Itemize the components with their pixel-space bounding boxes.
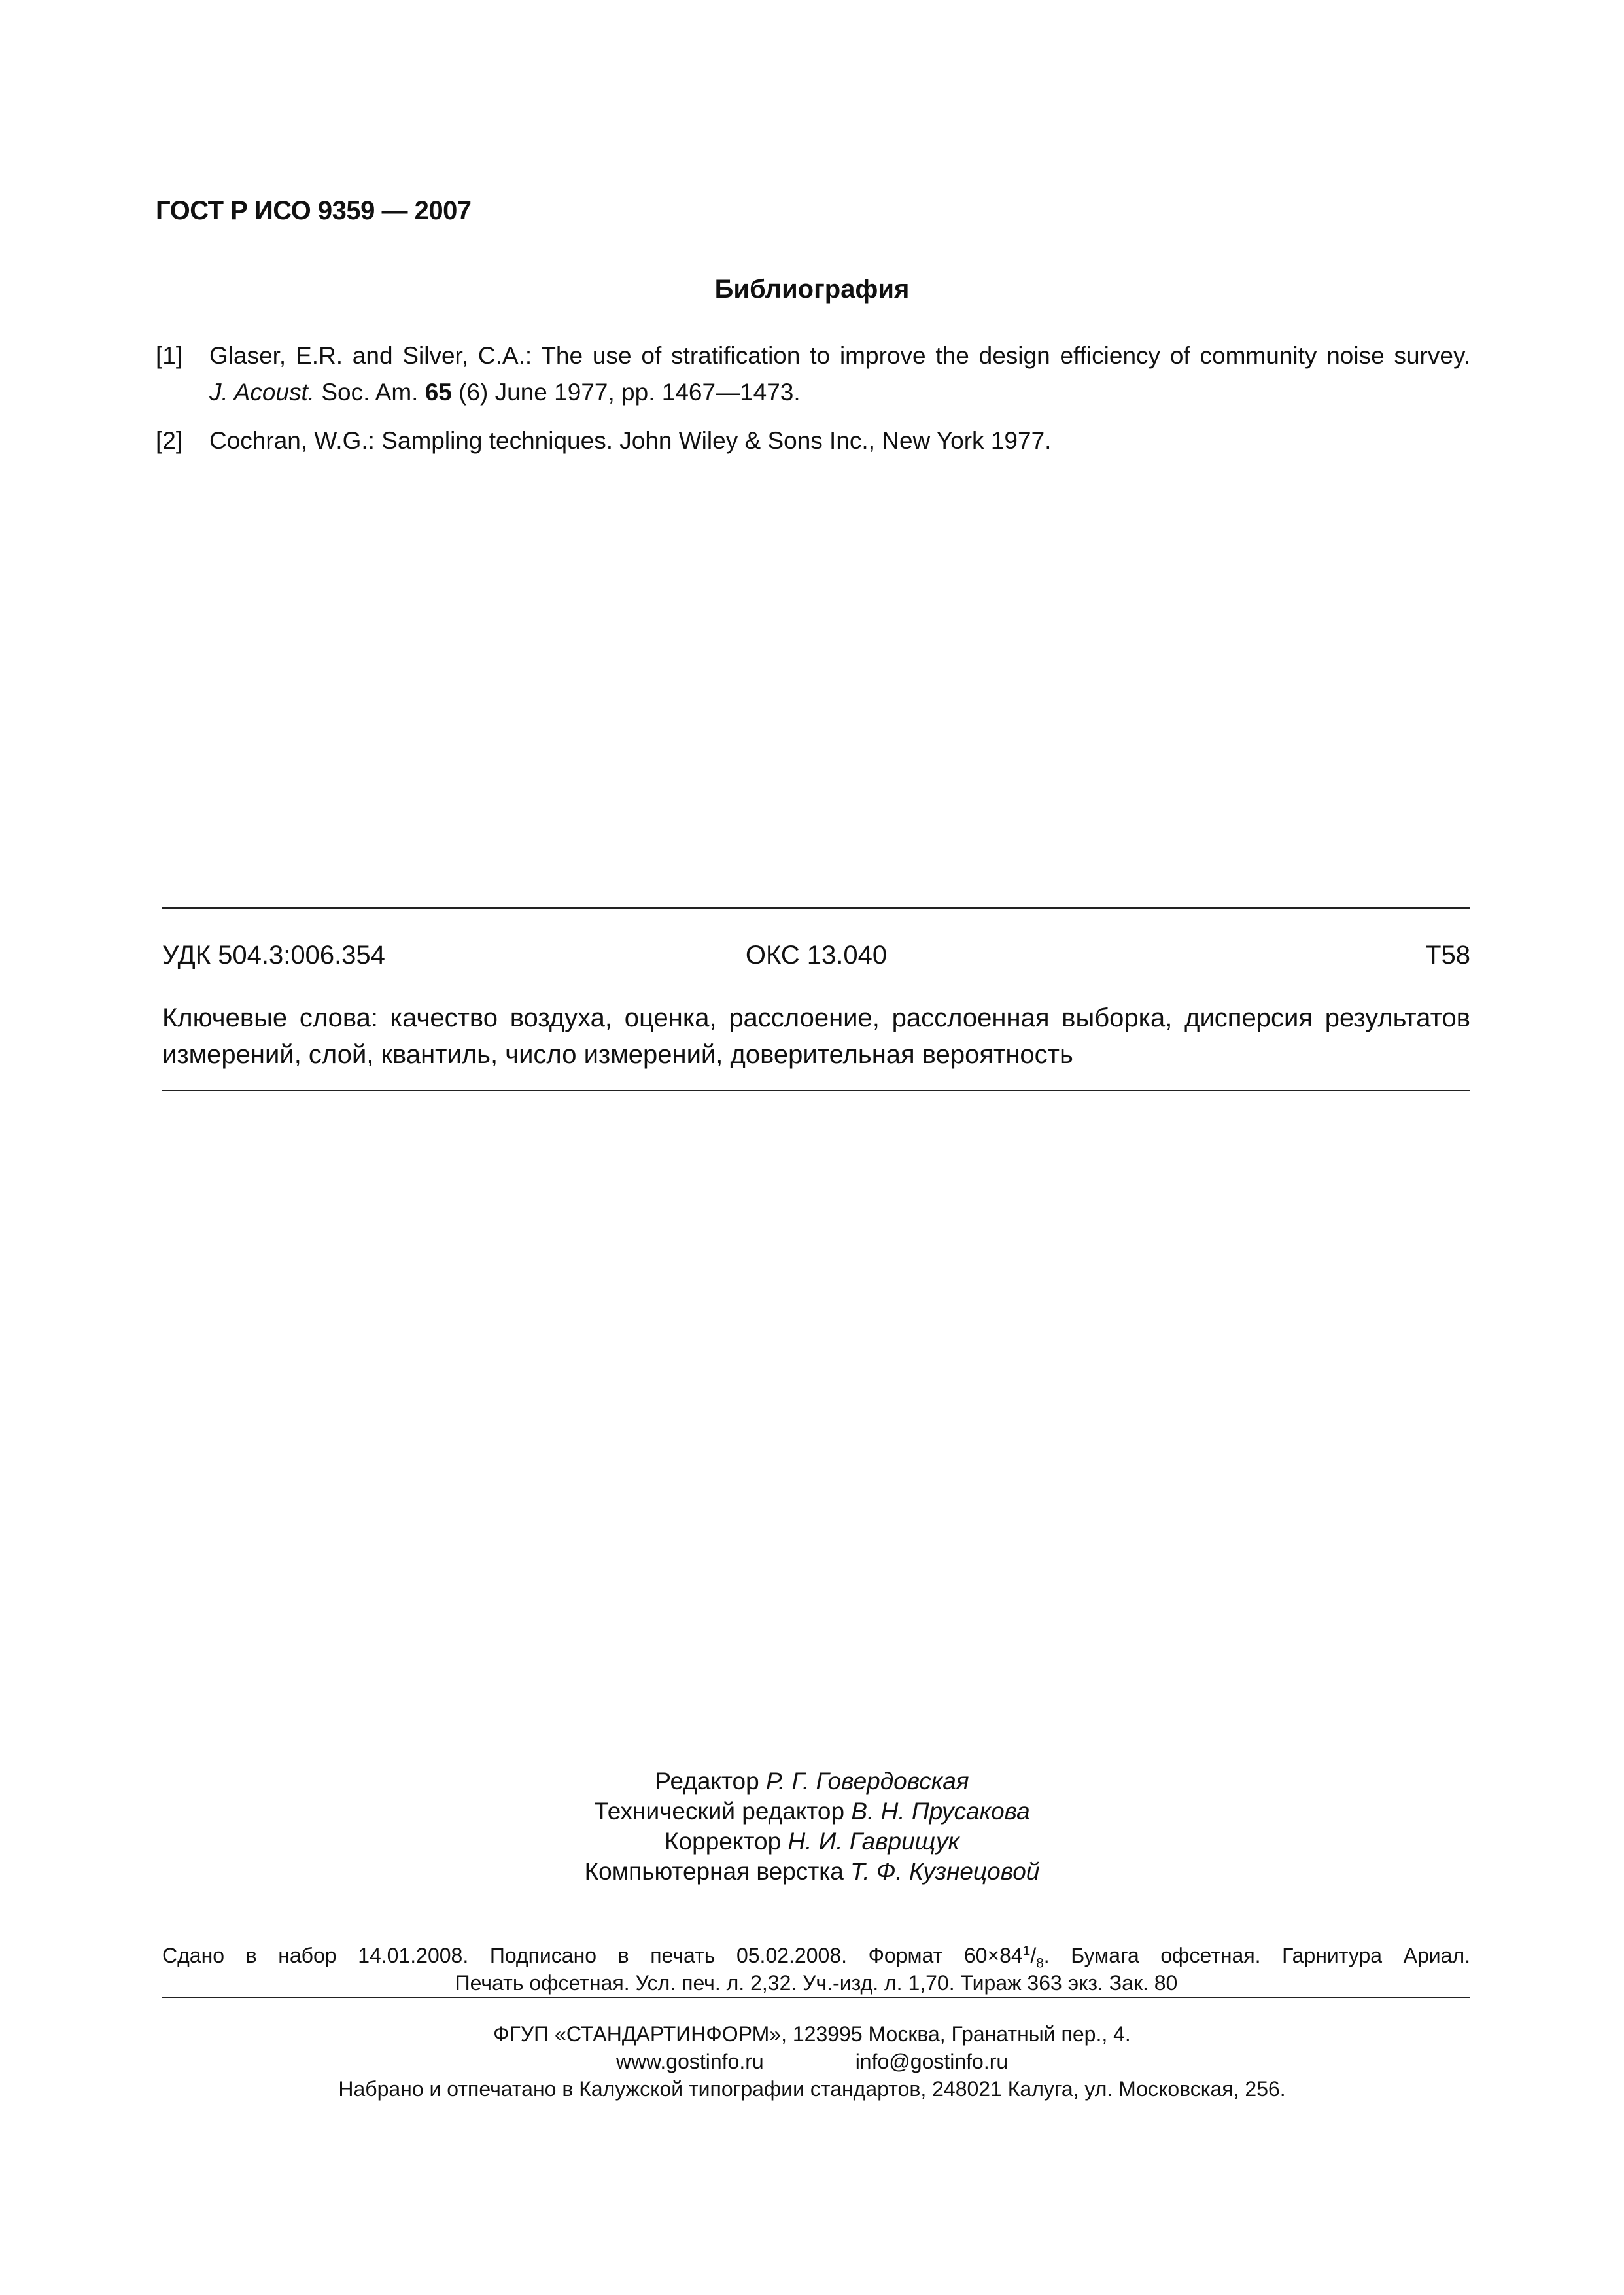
staff-line — [0, 1766, 1624, 1796]
journal-volume: 65 — [424, 379, 452, 406]
staff-name: В. Н. Прусакова — [851, 1798, 1030, 1825]
staff-name: Т. Ф. Кузнецовой — [850, 1858, 1040, 1885]
staff-role: Технический редактор — [594, 1798, 845, 1825]
editorial-staff — [0, 1766, 1624, 1887]
keywords-line: измерений, слой, квантиль, число измерений, доверительная вероятность — [162, 1040, 1073, 1069]
staff-line — [0, 1796, 1624, 1827]
divider — [162, 1997, 1470, 1998]
bibliography-entry — [156, 338, 1470, 411]
staff-role: Корректор — [665, 1828, 782, 1855]
email-link[interactable]: info@gostinfo.ru — [855, 2050, 1009, 2073]
keywords-line: Ключевые слова: качество воздуха, оценка, расслоение, расслоенная выборка, дисперсия результатов — [162, 1004, 1470, 1032]
bibliography-entry — [156, 423, 1470, 459]
publisher-line: ФГУП «СТАНДАРТИНФОРМ», 123995 Москва, Гранатный пер., 4. — [493, 2022, 1131, 2046]
imprint-line: Сдано в набор 14.01.2008. Подписано в печать 05.02.2008. Формат $60\times 84^1/_8$. Бумага офсетная. Гарнитура Ариал. — [162, 1943, 1471, 1971]
keywords — [162, 1000, 1470, 1073]
entry-citation — [209, 374, 1470, 411]
format-superscript: 1 — [1022, 1943, 1031, 1959]
staff-line — [0, 1827, 1624, 1857]
staff-role: Редактор — [655, 1768, 759, 1795]
oks-code: ОКС 13.040 — [745, 941, 888, 970]
divider — [162, 1090, 1470, 1091]
publisher-info — [0, 2020, 1624, 2103]
staff-line — [0, 1857, 1624, 1887]
staff-name: Н. И. Гаврищук — [787, 1828, 959, 1855]
standard-designation: ГОСТ Р ИСО 9359 — 2007 — [156, 196, 472, 225]
website-link[interactable]: www.gostinfo.ru — [615, 2050, 764, 2073]
entry-number: [1] — [156, 342, 183, 369]
imprint — [162, 1942, 1470, 1997]
class-code: Т58 — [1425, 941, 1470, 970]
publisher-contacts — [0, 2048, 1624, 2075]
journal-details: (6) June 1977, pp. 1467—1473. — [451, 379, 801, 406]
staff-role: Компьютерная верстка — [584, 1858, 844, 1885]
udk-code: УДК 504.3:006.354 — [162, 941, 385, 970]
journal-rest: Soc. Am. — [315, 379, 425, 406]
staff-name: Р. Г. Говердовская — [765, 1768, 969, 1795]
imprint-text: Сдано в набор 14.01.2008. Подписано в печать 05.02.2008. Формат 60×84 — [162, 1944, 1023, 1967]
bibliography-title: Библиография — [714, 275, 910, 304]
publisher-line: Набрано и отпечатано в Калужской типографии стандартов, 248021 Калуга, ул. Московская, 256. — [338, 2077, 1286, 2101]
format-subscript: 8 — [1036, 1955, 1044, 1971]
journal-name: J. Acoust. — [209, 379, 315, 406]
divider — [162, 907, 1470, 909]
entry-line: Cochran, W.G.: Sampling techniques. John Wiley & Sons Inc., New York 1977. — [209, 427, 1052, 454]
entry-number: [2] — [156, 427, 183, 454]
entry-line: Glaser, E.R. and Silver, C.A.: The use of stratification to improve the design efficiency of community noise survey. — [209, 342, 1470, 369]
imprint-line: Печать офсетная. Усл. печ. л. 2,32. Уч.-изд. л. 1,70. Тираж 363 экз. Зак. 80 — [455, 1971, 1178, 1995]
imprint-text: . Бумага офсетная. Гарнитура Ариал. — [1043, 1944, 1471, 1967]
